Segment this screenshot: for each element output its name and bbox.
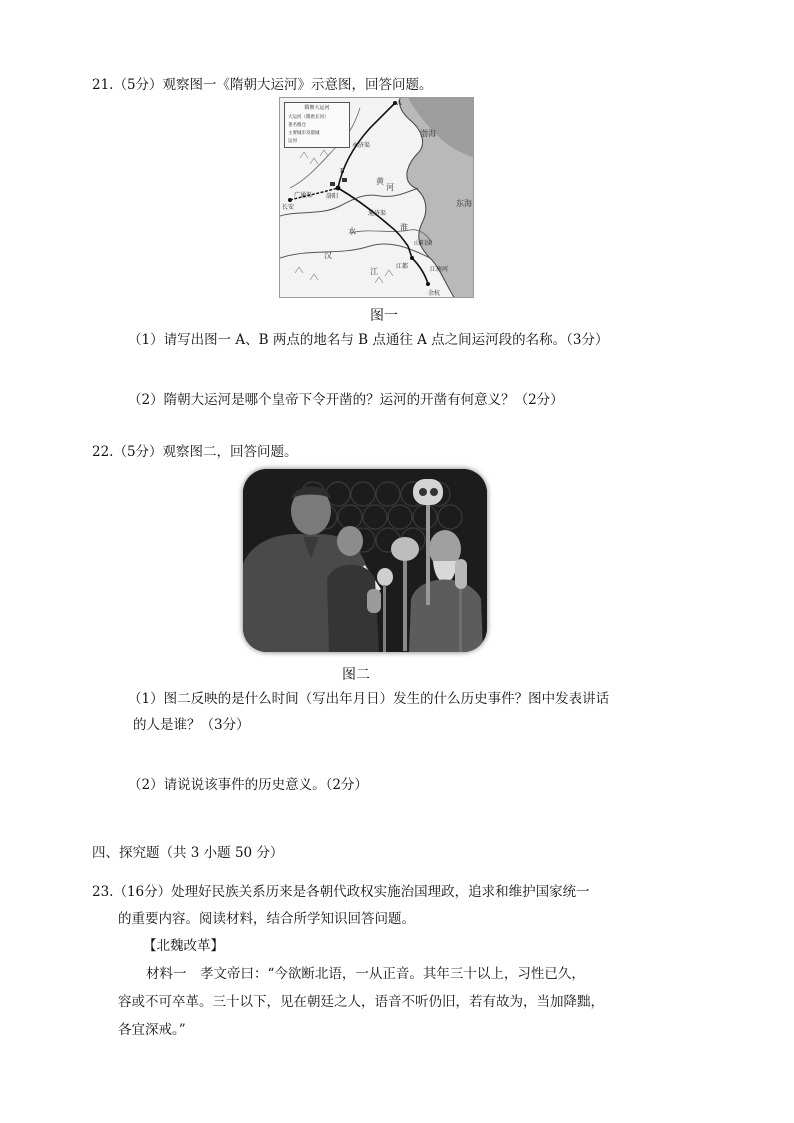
label-shui: 水 <box>348 227 356 236</box>
label-bohai: 渤海 <box>420 129 436 138</box>
figure1-caption: 图一 <box>370 308 398 324</box>
label-jiang: 江 <box>370 267 378 276</box>
q22-sub2: （2）请说说该事件的历史意义。（2分） <box>128 777 368 793</box>
q23-line1: 23.（16分）处理好民族关系历来是各朝代政权实施治国理政，追求和维护国家统一 <box>92 884 590 900</box>
q21-sub2: （2）隋朝大运河是哪个皇帝下令开凿的？运河的开凿有何意义？（2分） <box>128 392 564 408</box>
map-legend <box>284 102 350 148</box>
q23-bracket-title: 【北魏改革】 <box>143 938 224 954</box>
q22-title: 22.（5分）观察图二，回答问题。 <box>92 444 298 460</box>
label-huang: 黄 <box>376 177 384 186</box>
section4-heading: 四、探究题（共 3 小题 50 分） <box>92 845 284 861</box>
label-guangtongqu: 广通渠 <box>294 192 313 199</box>
q21-title: 21.（5分）观察图一《隋朝大运河》示意图，回答问题。 <box>92 77 433 93</box>
label-shanyangdu: 山阳渎 <box>414 240 433 247</box>
founding-ceremony-photo <box>243 469 487 652</box>
photo-graphic <box>243 469 487 652</box>
legend-item: 主要城市及都城 <box>288 131 320 136</box>
label-yongjiqu: 永济渠 <box>352 142 371 149</box>
label-jiangdu: 江都 <box>396 263 409 270</box>
grand-canal-map <box>279 97 474 298</box>
legend-item: 大运河（隋唐长河） <box>288 115 329 120</box>
q22-sub1-line2: 的人是谁？（3分） <box>133 717 250 733</box>
label-he: 河 <box>386 183 394 192</box>
q22-sub1-line1: （1）图二反映的是什么时间（写出年月日）发生的什么历史事件？图中发表讲话 <box>128 691 610 707</box>
q23-material-line1: 材料一 孝文帝曰：“今欲断北语，一从正音。其年三十以上，习性已久， <box>146 966 585 982</box>
label-jiangnanhe: 江南河 <box>430 266 449 273</box>
label-han: 汉 <box>324 251 332 260</box>
label-huai: 淮 <box>400 223 408 232</box>
label-donghai: 东海 <box>456 199 472 208</box>
label-luoyang: 洛阳 <box>326 193 339 200</box>
q23-line2: 的重要内容。阅读材料，结合所学知识回答问题。 <box>118 911 415 927</box>
label-b-point: B <box>340 168 345 175</box>
legend-item: 运河 <box>288 139 297 144</box>
figure2-caption: 图二 <box>342 667 370 683</box>
label-tongjiqu: 通济渠 <box>368 210 387 217</box>
q23-material-line3: 各宜深戒。” <box>118 1022 186 1038</box>
legend-title: 隋朝大运河 <box>304 105 330 111</box>
legend-item: 著名粮仓 <box>288 123 306 128</box>
q21-sub1: （1）请写出图一 A、B 两点的地名与 B 点通往 A 点之间运河段的名称。（3分） <box>128 332 609 348</box>
label-a-point: A <box>397 100 402 107</box>
q23-material-line2: 容或不可卒革。三十以下，见在朝廷之人，语音不听仍旧，若有故为，当加降黜， <box>118 994 604 1010</box>
label-chang-an: 长安 <box>282 204 295 211</box>
label-yuhang: 余杭 <box>428 290 441 297</box>
